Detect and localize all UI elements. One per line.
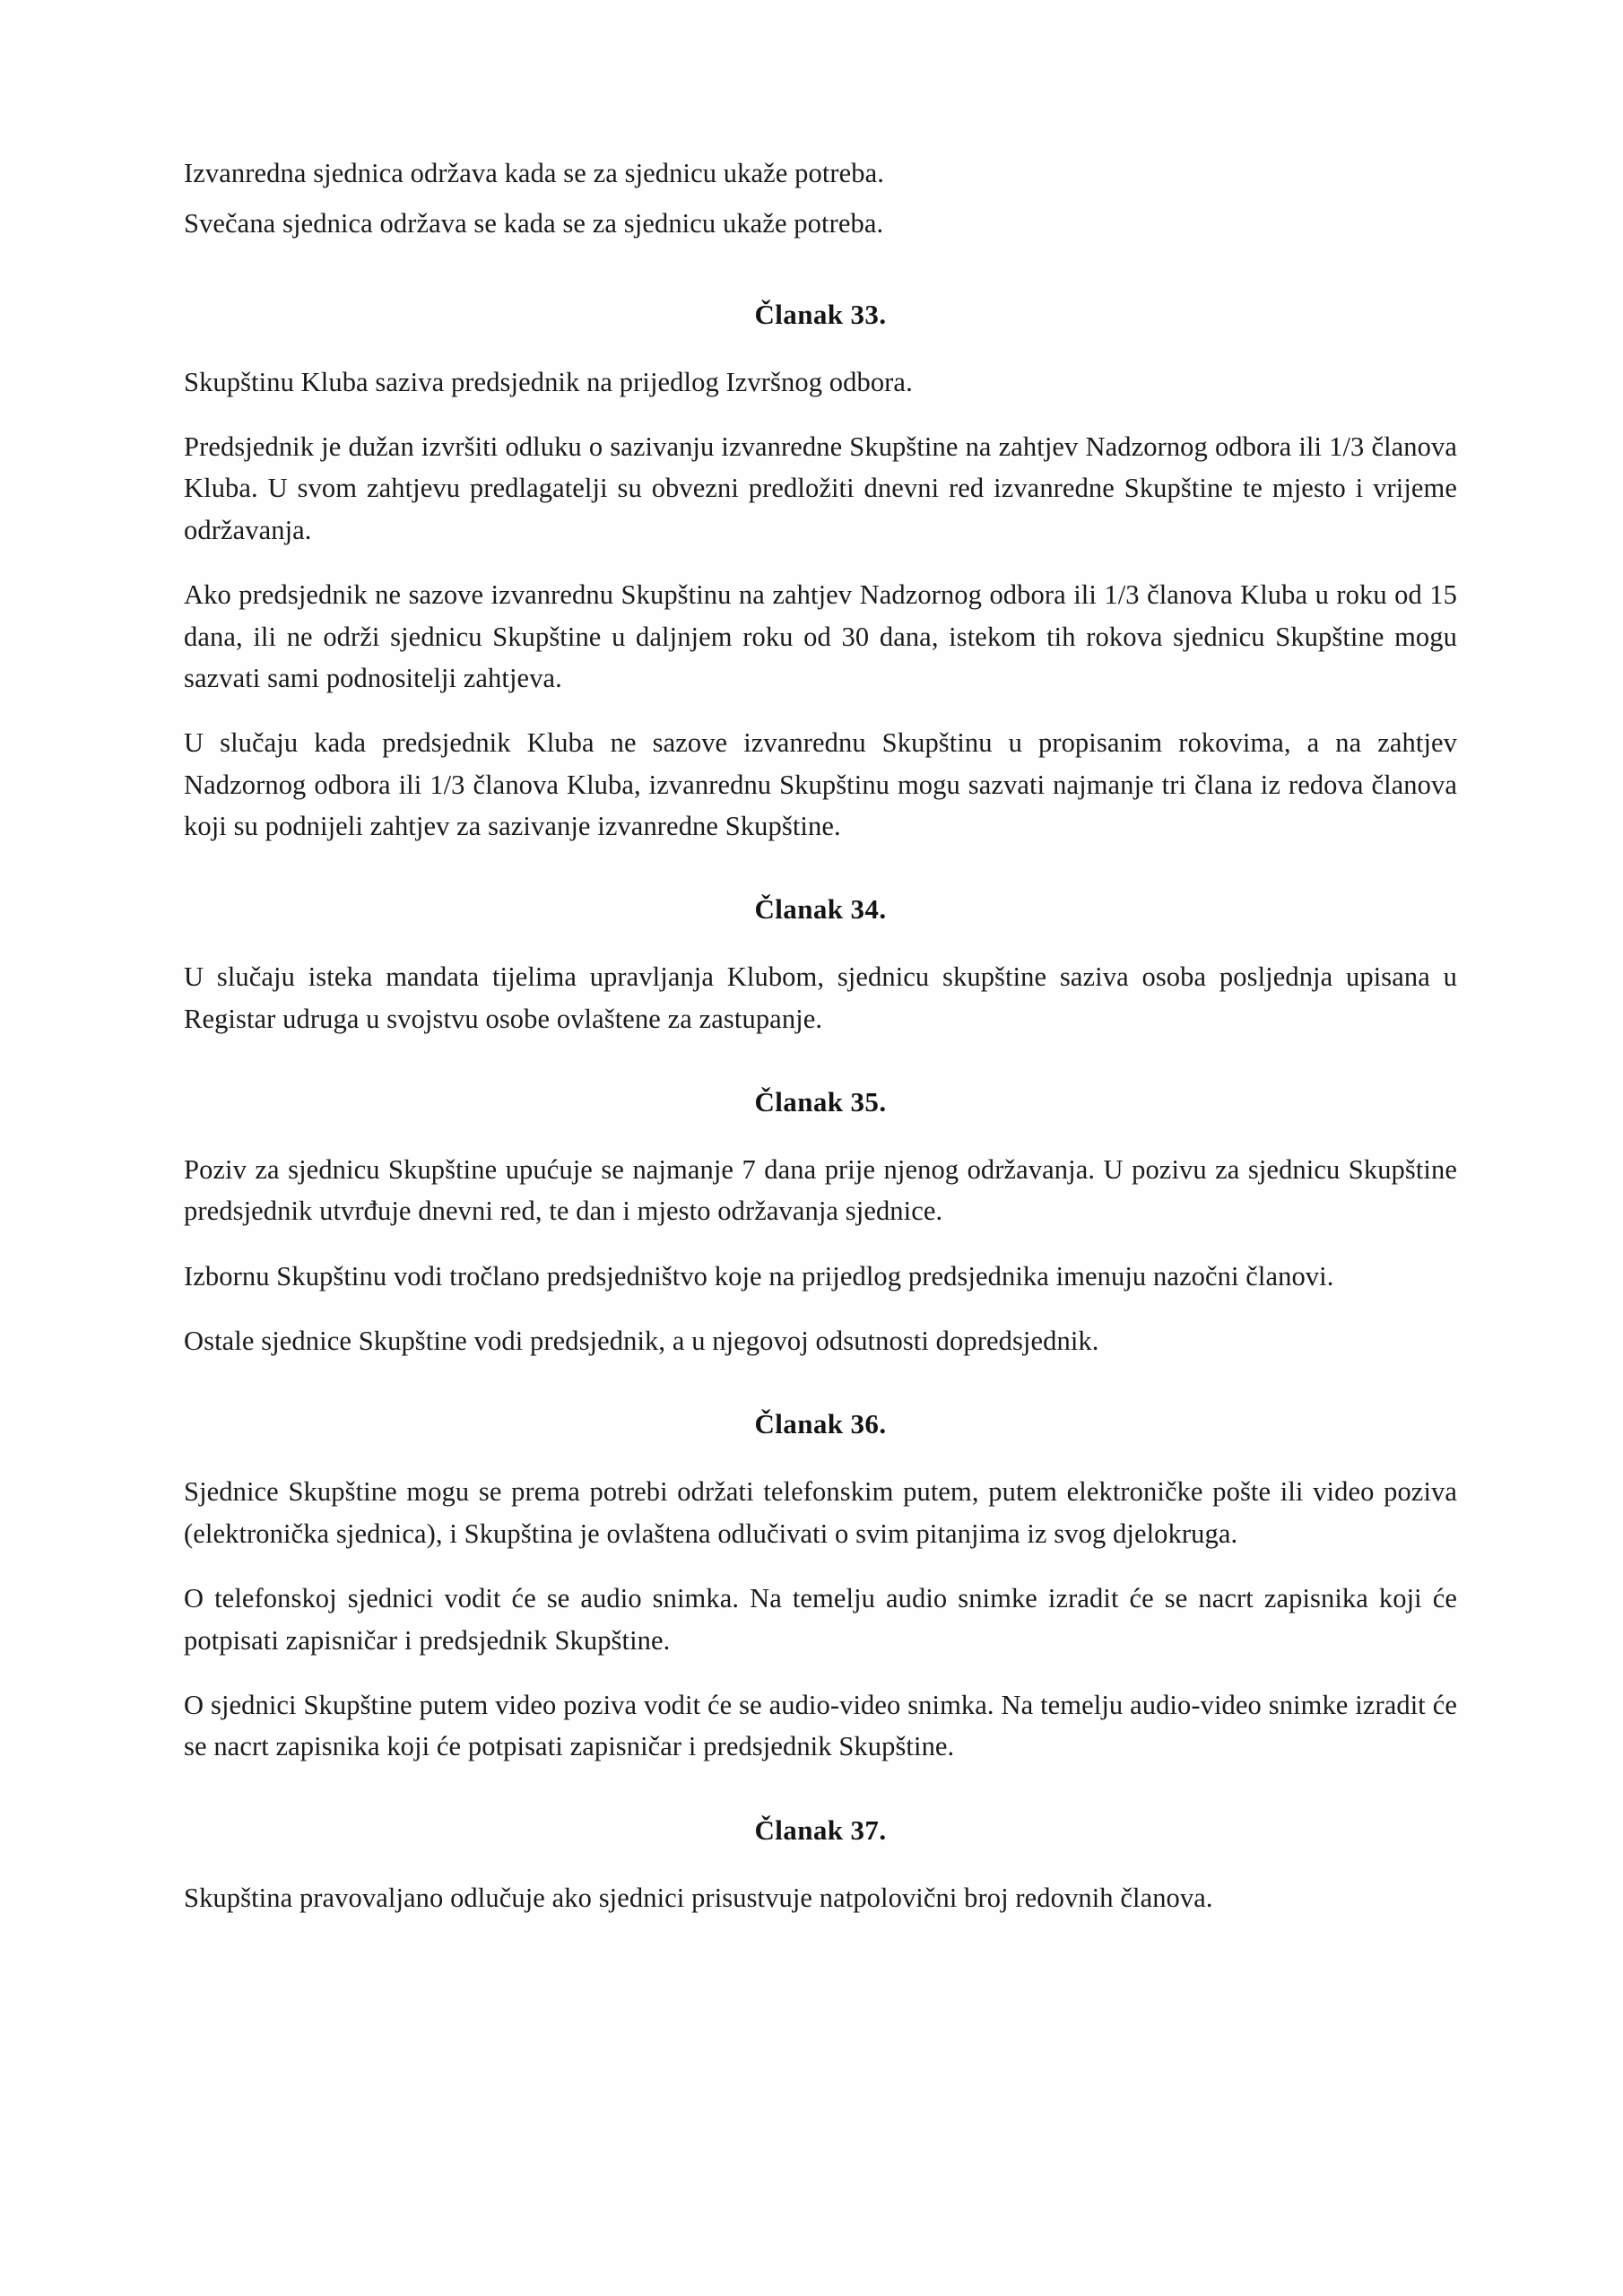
clanak-36-paragraph-3: O sjednici Skupštine putem video poziva vodit će se audio-video snimka. Na temelju audio-video snimke izradit će se nacrt zapisnika koji će potpisati zapisničar i predsjednik Skupštine. [184, 1689, 1457, 1762]
clanak-34-paragraph-1: U slučaju isteka mandata tijelima upravljanja Klubom, sjednicu skupštine saziva osoba posljednja upisana u Registar udruga u svojstvu osobe ovlaštene za zastupanje. [184, 961, 1457, 1034]
clanak-33-paragraph-4: U slučaju kada predsjednik Kluba ne sazove izvanrednu Skupštinu u propisanim rokovima, a na zahtjev Nadzornog odbora ili 1/3 članova Kluba, izvanrednu Skupštinu mogu sazvati najmanje tri člana iz redova članova koji su podnijeli zahtjev za sazivanje izvanredne Skupštine. [184, 727, 1457, 841]
clanak-36-paragraph-1: Sjednice Skupštine mogu se prema potrebi održati telefonskim putem, putem elektroničke pošte ili video poziva (elektronička sjednica), i Skupština je ovlaštena odlučivati o svim pitanjima iz svog djelokruga. [184, 1476, 1457, 1549]
heading-clanak-36: Članak 36. [754, 1408, 887, 1440]
clanak-33-paragraph-1: Skupštinu Kluba saziva predsjednik na prijedlog Izvršnog odbora. [184, 366, 913, 397]
intro-paragraph-1: Izvanredna sjednica održava kada se za sjednicu ukaže potreba. [184, 158, 885, 188]
heading-clanak-35: Članak 35. [754, 1086, 887, 1118]
clanak-33-paragraph-2: Predsjednik je dužan izvršiti odluku o sazivanju izvanredne Skupštine na zahtjev Nadzornog odbora ili 1/3 članova Kluba. U svom zahtjevu predlagatelji su obvezni predložiti dnevni red izvanredne Skupštine te mjesto i vrijeme održavanja. [184, 431, 1457, 545]
clanak-33-paragraph-3: Ako predsjednik ne sazove izvanrednu Skupštinu na zahtjev Nadzornog odbora ili 1/3 članova Kluba u roku od 15 dana, ili ne održi sjednicu Skupštine u daljnjem roku od 30 dana, istekom tih rokova sjednicu Skupštine mogu sazvati sami podnositelji zahtjeva. [184, 579, 1457, 693]
clanak-35-paragraph-2: Izbornu Skupštinu vodi tročlano predsjedništvo koje na prijedlog predsjednika imenuju nazočni članovi. [184, 1260, 1334, 1292]
intro-paragraph-2: Svečana sjednica održava se kada se za sjednicu ukaže potreba. [184, 208, 884, 239]
document-body [184, 152, 1457, 1918]
clanak-37-paragraph-1: Skupština pravovaljano odlučuje ako sjednici prisustvuje natpolovični broj redovnih članova. [184, 1882, 1213, 1913]
clanak-35-paragraph-3: Ostale sjednice Skupštine vodi predsjednik, a u njegovoj odsutnosti dopredsjednik. [184, 1326, 1099, 1357]
clanak-35-paragraph-1: Poziv za sjednicu Skupštine upućuje se najmanje 7 dana prije njenog održavanja. U pozivu za sjednicu Skupštine predsjednik utvrđuje dnevni red, te dan i mjesto održavanja sjednice. [184, 1154, 1457, 1227]
clanak-36-paragraph-2: O telefonskoj sjednici vodit će se audio snimka. Na temelju audio snimke izradit će se nacrt zapisnika koji će potpisati zapisničar i predsjednik Skupštine. [184, 1583, 1457, 1656]
heading-clanak-33: Članak 33. [754, 298, 887, 330]
heading-clanak-37: Članak 37. [754, 1813, 887, 1846]
heading-clanak-34: Članak 34. [754, 893, 887, 926]
